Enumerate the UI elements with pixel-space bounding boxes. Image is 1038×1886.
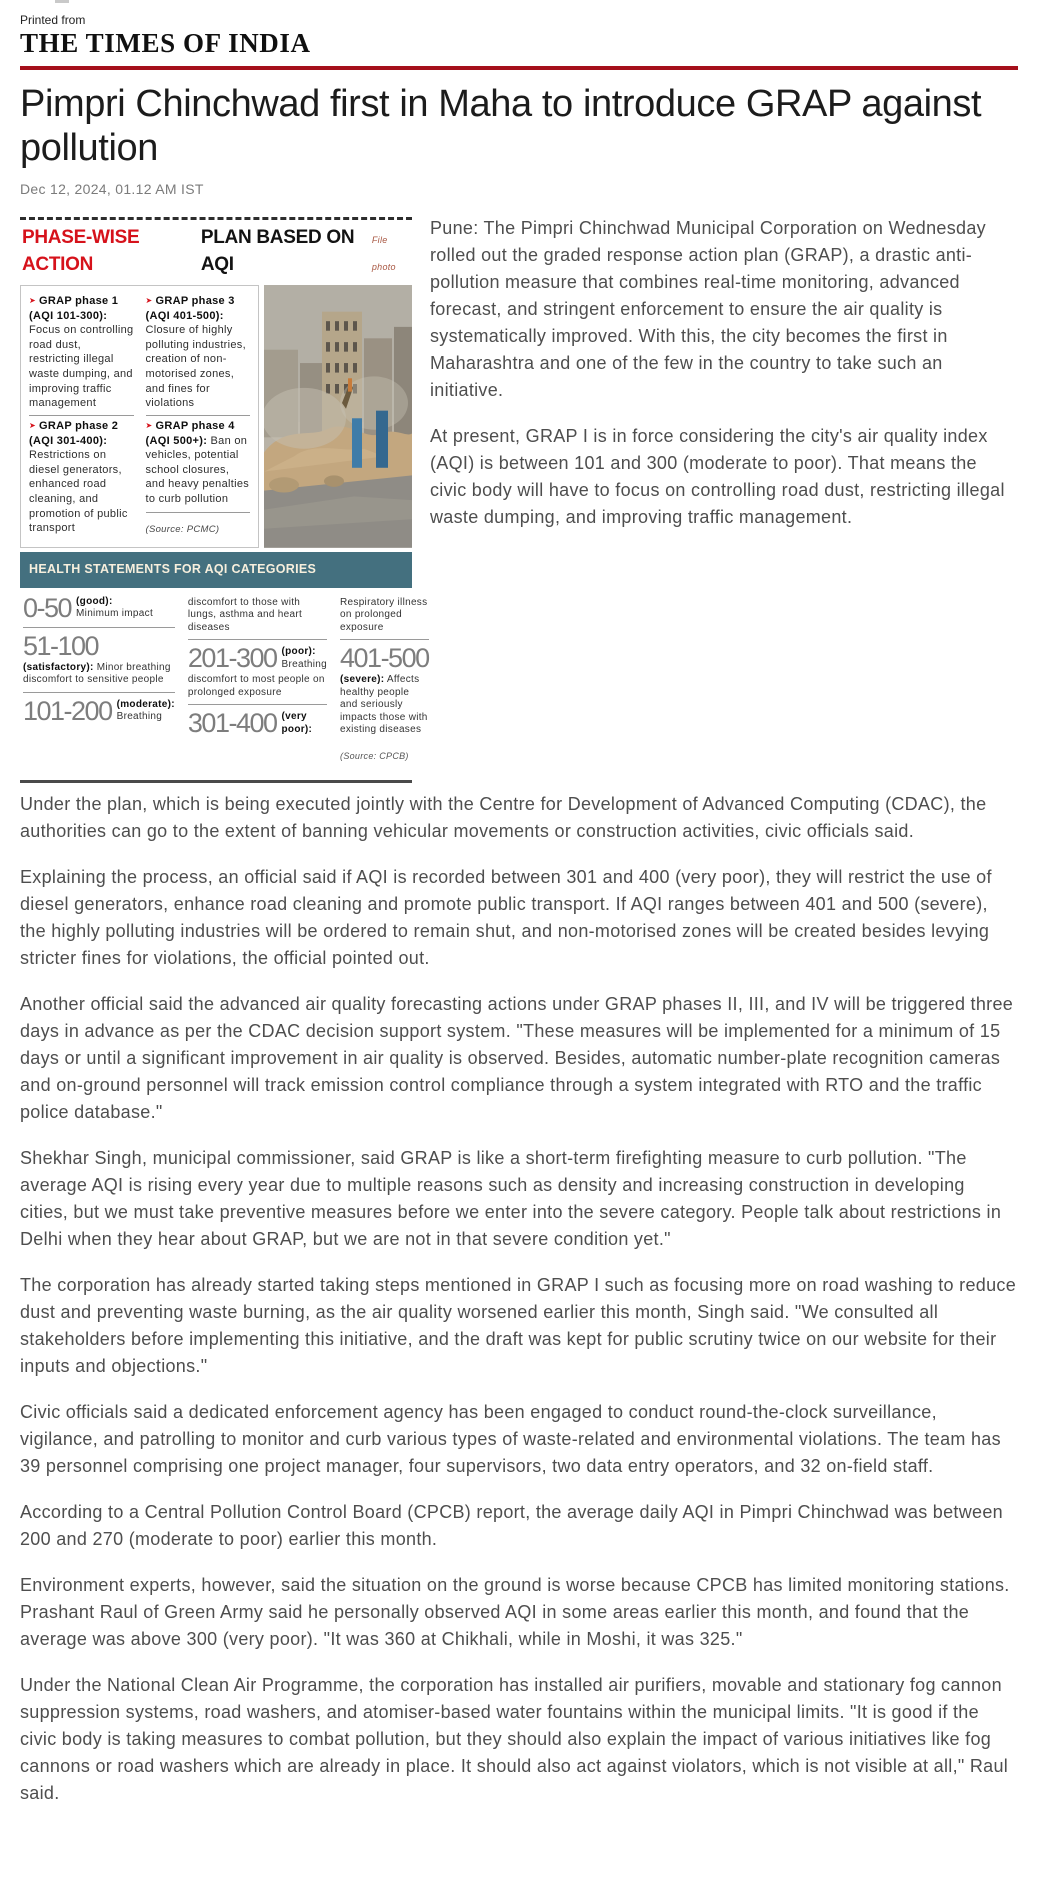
aqi-range: 201-300: [187, 643, 277, 674]
aqi-effect-text: Minor breathing discomfort to sensitive people: [23, 661, 171, 686]
photo-credit: File photo: [371, 234, 396, 272]
aqi-description: [117, 698, 175, 724]
divider: [188, 704, 327, 705]
aqi-range: 51-100: [23, 630, 99, 661]
infographic-title-red: PHASE-WISE ACTION: [22, 226, 140, 275]
aqi-range: 0-50: [23, 592, 72, 623]
source-cpcb: (Source: CPCB): [340, 750, 409, 761]
grap-phase-item: [29, 291, 134, 415]
article-paragraph: Under the National Clean Air Programme, the corporation has installed air purifiers, movable and stationary fog cannon suppression systems, road washers, and atomiser-based water fountains within the municipal limits. "It is good if the civic body is taking measures to combat pollution, but they should also explain the impact of various initiatives like fog cannons or road washers which are already in place. It should also act against violators, which is not visible at all," Raul said.: [20, 1674, 1009, 1803]
phase-heading: GRAP phase 1 (AQI 101-300):: [29, 294, 119, 322]
grap-phase-item: [29, 415, 134, 540]
aqi-effect-text: discomfort to most people on prolonged exposure: [187, 674, 325, 698]
article-paragraph: Civic officials said a dedicated enforcement agency has been engaged to conduct round-the-clock surveillance, vigilance, and patrolling to monitor and curb various types of waste-related and environmental violations. The team has 39 personnel comprising one project manager, four supervisors, two data entry operators, and 32 on-field staff.: [20, 1401, 1001, 1476]
aqi-category-label: (moderate):: [116, 698, 175, 710]
phase-body: Ban on vehicles, potential school closures, and heavy penalties to curb pollution: [145, 434, 250, 506]
aqi-range: 401-500: [340, 643, 429, 674]
article-paragraph: Explaining the process, an official said if AQI is recorded between 301 and 400 (very poor), they will restrict the use of diesel generators, enhance road cleaning and promote public transport. If AQI ranges between 401 and 500 (severe), the highly polluting industries will be ordered to remain shut, and non-motorised zones will be created besides levying stricter fines for violations, the official pointed out.: [20, 866, 992, 968]
health-row: [23, 695, 175, 726]
aqi-effect-text: Breathing: [116, 711, 163, 723]
aqi-effect-text: Breathing: [281, 658, 328, 670]
aqi-category-label: (satisfactory):: [23, 661, 94, 673]
browser-artifact: [55, 0, 69, 3]
source-pcmc: (Source: PCMC): [146, 512, 251, 543]
article-paragraph: According to a Central Pollution Control Board (CPCB) report, the average daily AQI in Pimpri Chinchwad was between 200 and 270 (moderate to poor) earlier this month.: [20, 1501, 1003, 1549]
bullet-arrow-icon: ➤: [29, 295, 37, 305]
phase-column-1: [29, 291, 134, 543]
phase-heading: GRAP phase 4 (AQI 500+):: [145, 419, 235, 447]
aqi-category-label: (severe):: [340, 674, 385, 686]
phase-heading: GRAP phase 2 (AQI 301-400):: [29, 419, 119, 447]
masthead-divider: [20, 66, 1018, 70]
phase-column-2: [146, 291, 251, 543]
aqi-infographic: [20, 217, 429, 783]
aqi-effect-text: discomfort to those with lungs, asthma and heart diseases: [187, 596, 303, 633]
phase-heading: GRAP phase 3 (AQI 401-500):: [145, 294, 235, 322]
health-row: [23, 592, 175, 623]
aqi-effect-text: Respiratory illness on prolonged exposure: [340, 596, 428, 633]
health-row: [188, 710, 327, 737]
article-dateline: Dec 12, 2024, 01.12 AM IST: [20, 180, 204, 197]
aqi-effect-text: Affects healthy people and seriously impacts those with existing diseases: [340, 674, 428, 736]
aqi-category-label: (poor):: [281, 646, 316, 658]
health-row: [23, 630, 175, 687]
grap-phase-item: [146, 415, 251, 511]
divider: [23, 692, 175, 693]
health-statements-grid: [20, 588, 429, 778]
page-title: Pimpri Chinchwad first in Maha to introduce GRAP against pollution: [20, 83, 982, 170]
publication-logo: THE TIMES OF INDIA: [20, 28, 311, 58]
article-paragraph: Another official said the advanced air quality forecasting actions under GRAP phases II, III, and IV will be triggered three days in advance as per the CDAC decision support system. "These measures will be implemented for a minimum of 15 days or until a significant improvement in air quality is observed. Besides, automatic number-plate recognition cameras and on-ground personnel will track emission control compliance through a system integrated with RTO and the traffic police database.": [20, 993, 1014, 1122]
bullet-arrow-icon: ➤: [145, 295, 153, 305]
masthead-block: [20, 13, 1018, 70]
grap-phase-item: [146, 291, 251, 415]
divider: [340, 639, 429, 640]
article-paragraph: Pune: The Pimpri Chinchwad Municipal Corporation on Wednesday rolled out the graded response action plan (GRAP), a drastic anti-pollution measure that combines real-time monitoring, advanced forecast, and stringent enforcement to ensure the air quality is systematically improved. With this, the city becomes the first in Maharashtra and one of the few in the country to take such an initiative.: [430, 217, 986, 400]
article-paragraph: The corporation has already started taking steps mentioned in GRAP I such as focusing more on road washing to reduce dust and preventing waste burning, as the air quality worsened earlier this month, Singh said. "We consulted all stakeholders before implementing this initiative, and the draft was kept for public scrutiny twice on our website for their inputs and objections.": [20, 1274, 1017, 1376]
aqi-description: [340, 674, 429, 737]
article-paragraph: Environment experts, however, said the situation on the ground is worse because CPCB has limited monitoring stations. Prashant Raul of Green Army said he personally observed AQI in some areas earlier this month, and found that the average was above 300 (very poor). "It was 360 at Chikhali, while in Moshi, it was 325.": [20, 1574, 1010, 1649]
article-body: [20, 215, 1018, 1807]
aqi-category-label: (good):: [76, 595, 113, 607]
aqi-description: [76, 595, 153, 621]
infographic-main: [20, 285, 412, 548]
aqi-description: [282, 645, 328, 671]
bullet-arrow-icon: ➤: [145, 420, 153, 430]
divider: [23, 627, 175, 628]
article-paragraph: Shekhar Singh, municipal commissioner, said GRAP is like a short-term firefighting measure to curb pollution. "The average AQI is rising every year due to multiple reasons such as density and increasing construction in developing cities, but we must take preventive measures before we enter into the severe category. People talk about restrictions in Delhi when they hear about GRAP, but we are not in that severe condition yet.": [20, 1147, 1002, 1249]
aqi-category-label: (very poor):: [281, 711, 313, 735]
grap-phases-box: [20, 285, 259, 548]
health-column-1: [23, 592, 175, 770]
health-column-2: [188, 595, 327, 770]
aqi-description: [282, 710, 328, 736]
article-paragraph: Under the plan, which is being executed jointly with the Centre for Development of Advanced Computing (CDAC), the authorities can go to the extent of banning vehicular movements or construction activities, civic officials said.: [20, 793, 987, 841]
bullet-arrow-icon: ➤: [29, 420, 37, 430]
article-paragraph: At present, GRAP I is in force considering the city's air quality index (AQI) is between 101 and 300 (moderate to poor). That means the civic body will have to focus on controlling road dust, restricting illegal waste dumping, and improving traffic management.: [430, 425, 1005, 527]
demolition-photo: [264, 285, 412, 548]
aqi-range: 301-400: [187, 708, 277, 739]
health-column-3: [340, 595, 429, 770]
phase-body: Focus on controlling road dust, restricting illegal waste dumping, and improving traffic management: [29, 324, 134, 410]
infographic-title-black: PLAN BASED ON AQI: [200, 226, 355, 275]
phase-body: Closure of highly polluting industries, creation of non-motorised zones, and fines for violations: [145, 324, 246, 410]
divider: [188, 639, 327, 640]
phase-body: Restrictions on diesel generators, enhanced road cleaning, and promotion of public transport: [29, 449, 128, 535]
health-statements-bar: HEALTH STATEMENTS FOR AQI CATEGORIES: [20, 552, 412, 588]
health-row: [188, 645, 327, 672]
aqi-effect-text: Minimum impact: [76, 608, 154, 620]
aqi-range: 101-200: [23, 695, 112, 726]
printed-from-label: Printed from: [20, 13, 86, 27]
infographic-title: [20, 220, 412, 285]
aqi-description: [23, 662, 175, 687]
